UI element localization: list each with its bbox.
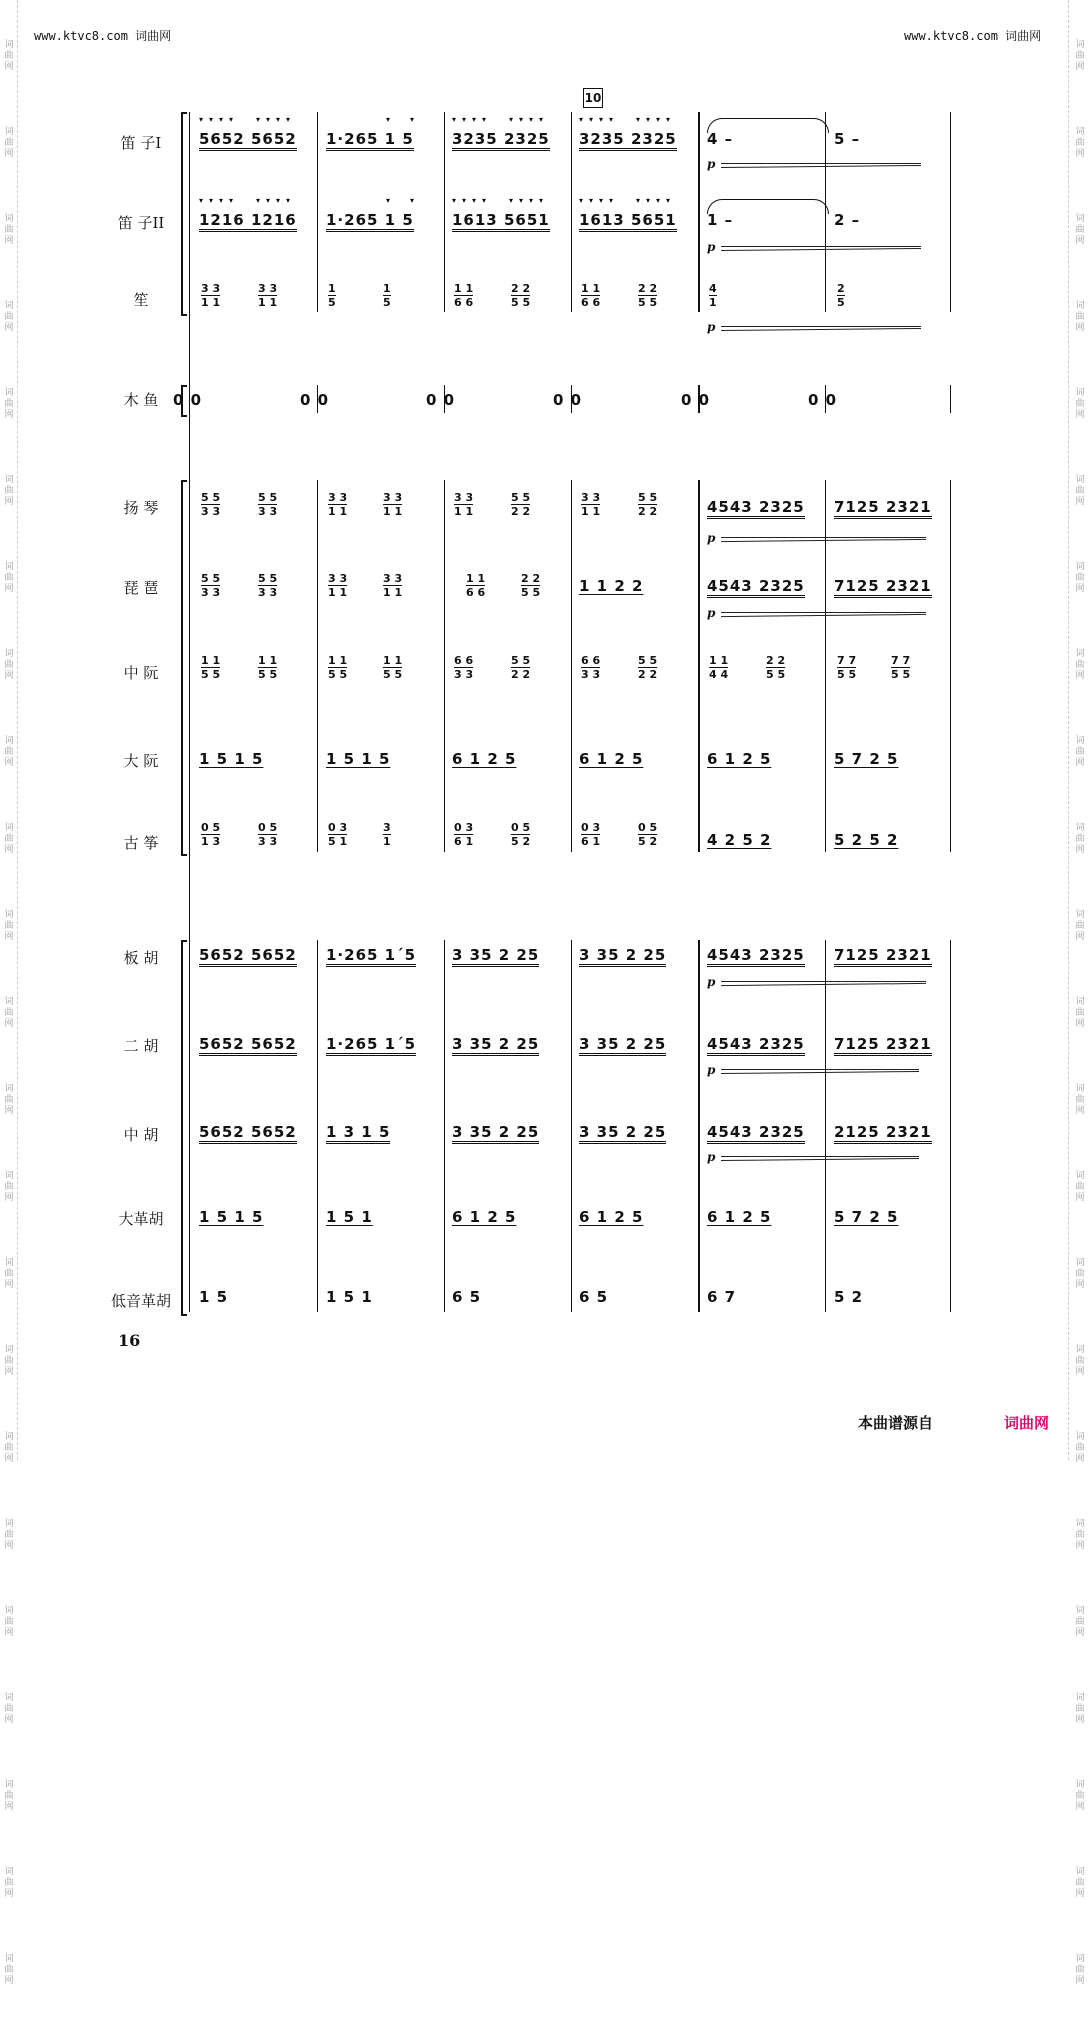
diyin-measure: 6 7 bbox=[707, 1288, 737, 1306]
dagehu-measure: 1 5 1 5 bbox=[199, 1208, 264, 1226]
guzheng-chord: 0 3 6 1 bbox=[454, 821, 474, 848]
zhongruan-chord: 1 1 5 5 bbox=[383, 654, 403, 681]
banhu-measure: 7125 2321 bbox=[834, 946, 932, 967]
diyin-measure: 1 5 1 bbox=[326, 1288, 373, 1306]
dagehu-measure: 6 1 2 5 bbox=[452, 1208, 517, 1226]
barline bbox=[444, 940, 445, 1312]
zhongruan-chord: 6 6 3 3 bbox=[581, 654, 601, 681]
dagehu-measure: 6 1 2 5 bbox=[579, 1208, 644, 1226]
footer-source: 本曲谱源自 bbox=[858, 1414, 934, 1432]
barline bbox=[571, 480, 572, 852]
accent-mark: ▾ bbox=[410, 115, 421, 124]
hairpin-line bbox=[721, 328, 921, 331]
header-left[interactable]: www.ktvc8.com 词曲网 bbox=[34, 29, 172, 43]
accent-mark: ▾▾▾▾ bbox=[636, 115, 677, 124]
erhu-measure: 1·265 1´5 bbox=[326, 1035, 416, 1056]
zhongruan-chord: 7 7 5 5 bbox=[837, 654, 857, 681]
instrument-name-muyu: 木 鱼 bbox=[123, 391, 159, 409]
instrument-name-zhonghu: 中 胡 bbox=[123, 1126, 159, 1144]
accent-mark: ▾ bbox=[386, 196, 397, 205]
barline bbox=[698, 480, 700, 852]
instrument-name-sheng: 笙 bbox=[133, 291, 149, 309]
dynamic-mark: p bbox=[707, 240, 716, 254]
sheng-chord: 3 3 1 1 bbox=[201, 282, 221, 309]
barline bbox=[317, 480, 318, 852]
accent-mark: ▾▾▾▾ bbox=[509, 196, 550, 205]
pipa-chord: 3 3 1 1 bbox=[383, 572, 403, 599]
dizi1-measure: 3235 2325 bbox=[452, 130, 550, 151]
sheng-chord: 2 2 5 5 bbox=[511, 282, 531, 309]
dizi1-measure: 5652 5652 bbox=[199, 130, 297, 151]
muyu-measure: 0 0 bbox=[681, 391, 711, 409]
barline bbox=[825, 480, 826, 852]
pipa-chord: 5 5 3 3 bbox=[201, 572, 221, 599]
bracket-winds bbox=[181, 112, 187, 316]
daruan-measure: 6 1 2 5 bbox=[707, 750, 772, 768]
zhongruan-chord: 2 2 5 5 bbox=[766, 654, 786, 681]
barline bbox=[317, 112, 318, 312]
pipa-measure: 4543 2325 bbox=[707, 577, 805, 598]
erhu-measure: 3 35 2 25 bbox=[452, 1035, 539, 1056]
guzheng-chord: 0 3 5 1 bbox=[328, 821, 348, 848]
bracket-bowed bbox=[181, 940, 187, 1316]
dizi2-measure: 1 – bbox=[707, 211, 734, 229]
yangqin-chord: 3 3 1 1 bbox=[328, 491, 348, 518]
yangqin-chord: 5 5 3 3 bbox=[258, 491, 278, 518]
barline bbox=[950, 480, 951, 852]
guzheng-measure: 5 2 5 2 bbox=[834, 831, 899, 849]
hairpin-line bbox=[721, 1156, 919, 1157]
guzheng-chord: 0 3 6 1 bbox=[581, 821, 601, 848]
barline bbox=[950, 940, 951, 1312]
hairpin-line bbox=[721, 165, 921, 168]
sheng-chord: 1 1 6 6 bbox=[581, 282, 601, 309]
dizi1-measure: 3235 2325 bbox=[579, 130, 677, 151]
muyu-measure: 0 0 bbox=[553, 391, 583, 409]
barline bbox=[950, 112, 951, 312]
zhonghu-measure: 3 35 2 25 bbox=[452, 1123, 539, 1144]
yangqin-chord: 5 5 2 2 bbox=[638, 491, 658, 518]
dynamic-mark: p bbox=[707, 975, 716, 989]
guzheng-measure: 4 2 5 2 bbox=[707, 831, 772, 849]
left-watermark: 词 曲 网 词 曲 网 词 曲 网 词 曲 网 词 曲 网 词 曲 网 词 曲 网 词 曲 网 词 曲 网 词 曲 网 词 曲 网 词 曲 网 词 曲 网 词 曲 网 词 曲 网 词 曲 网 词 曲 网 词 曲 网 词 曲 网 词 曲 网 词 曲 网 词 曲 网 词 曲 网 bbox=[4, 40, 14, 1986]
zhongruan-chord: 1 1 5 5 bbox=[201, 654, 221, 681]
yangqin-chord: 3 3 1 1 bbox=[383, 491, 403, 518]
daruan-measure: 6 1 2 5 bbox=[579, 750, 644, 768]
accent-mark: ▾ bbox=[386, 115, 397, 124]
dizi1-measure: 4 – bbox=[707, 130, 734, 148]
barline bbox=[571, 112, 572, 312]
muyu-measure: 0 0 bbox=[808, 391, 838, 409]
instrument-name-daruan: 大 阮 bbox=[123, 752, 159, 770]
dynamic-mark: p bbox=[707, 606, 716, 620]
rehearsal-mark: 10 bbox=[583, 88, 603, 108]
accent-mark: ▾▾▾▾ bbox=[256, 115, 297, 124]
accent-mark: ▾▾▾▾ bbox=[452, 196, 493, 205]
muyu-measure: 0 0 bbox=[300, 391, 330, 409]
muyu-measure: 0 0 bbox=[173, 391, 203, 409]
barline bbox=[950, 385, 951, 413]
hairpin-line bbox=[721, 983, 926, 986]
erhu-measure: 7125 2321 bbox=[834, 1035, 932, 1056]
instrument-name-erhu: 二 胡 bbox=[123, 1037, 159, 1055]
guzheng-chord: 0 5 5 2 bbox=[638, 821, 658, 848]
muyu-measure: 0 0 bbox=[426, 391, 456, 409]
sheng-chord: 1 5 bbox=[383, 282, 391, 309]
pipa-chord: 2 2 5 5 bbox=[521, 572, 541, 599]
hairpin-line bbox=[721, 163, 921, 164]
instrument-name-dagehu: 大革胡 bbox=[118, 1210, 164, 1228]
pipa-chord: 3 3 1 1 bbox=[328, 572, 348, 599]
dizi1-measure: 1·265 1 5 bbox=[326, 130, 414, 151]
pipa-measure: 7125 2321 bbox=[834, 577, 932, 598]
yangqin-chord: 3 3 1 1 bbox=[581, 491, 601, 518]
hairpin-line bbox=[721, 981, 926, 982]
hairpin-line bbox=[721, 248, 921, 251]
barline bbox=[444, 480, 445, 852]
sheng-chord: 3 3 1 1 bbox=[258, 282, 278, 309]
zhongruan-chord: 1 1 5 5 bbox=[328, 654, 348, 681]
hairpin-line bbox=[721, 1069, 919, 1070]
erhu-measure: 3 35 2 25 bbox=[579, 1035, 666, 1056]
dizi2-measure: 1216 1216 bbox=[199, 211, 297, 232]
bracket-plucked bbox=[181, 480, 187, 856]
hairpin-line bbox=[721, 537, 926, 538]
erhu-measure: 4543 2325 bbox=[707, 1035, 805, 1056]
hairpin-line bbox=[721, 326, 921, 327]
accent-mark: ▾▾▾▾ bbox=[199, 196, 240, 205]
dizi2-measure: 1613 5651 bbox=[452, 211, 550, 232]
dagehu-measure: 6 1 2 5 bbox=[707, 1208, 772, 1226]
zhonghu-measure: 1 3 1 5 bbox=[326, 1123, 390, 1144]
instrument-name-yangqin: 扬 琴 bbox=[123, 499, 159, 517]
instrument-name-banhu: 板 胡 bbox=[123, 949, 159, 967]
dynamic-mark: p bbox=[707, 1150, 716, 1164]
dynamic-mark: p bbox=[707, 157, 716, 171]
banhu-measure: 1·265 1´5 bbox=[326, 946, 416, 967]
zhongruan-chord: 1 1 5 5 bbox=[258, 654, 278, 681]
zhonghu-measure: 2125 2321 bbox=[834, 1123, 932, 1144]
yangqin-chord: 5 5 3 3 bbox=[201, 491, 221, 518]
barline bbox=[825, 940, 826, 1312]
guzheng-chord: 3 1 bbox=[383, 821, 391, 848]
daruan-measure: 5 7 2 5 bbox=[834, 750, 899, 768]
header-right[interactable]: www.ktvc8.com 词曲网 bbox=[904, 29, 1042, 43]
guzheng-chord: 0 5 5 2 bbox=[511, 821, 531, 848]
zhonghu-measure: 4543 2325 bbox=[707, 1123, 805, 1144]
hairpin-line bbox=[721, 539, 926, 542]
sheng-chord: 4 1 bbox=[709, 282, 717, 309]
dizi1-measure: 5 – bbox=[834, 130, 861, 148]
yangqin-measure: 7125 2321 bbox=[834, 498, 932, 519]
slur bbox=[707, 118, 829, 133]
daruan-measure: 1 5 1 5 bbox=[199, 750, 264, 768]
accent-mark: ▾ bbox=[410, 196, 421, 205]
sheng-chord: 1 5 bbox=[328, 282, 336, 309]
hairpin-line bbox=[721, 246, 921, 247]
instrument-name-diyin: 低音革胡 bbox=[110, 1292, 171, 1310]
accent-mark: ▾▾▾▾ bbox=[452, 115, 493, 124]
banhu-measure: 3 35 2 25 bbox=[452, 946, 539, 967]
page-number: 16 bbox=[118, 1331, 141, 1350]
zhonghu-measure: 5652 5652 bbox=[199, 1123, 297, 1144]
system-line bbox=[189, 112, 190, 1312]
accent-mark: ▾▾▾▾ bbox=[509, 115, 550, 124]
accent-mark: ▾▾▾▾ bbox=[579, 196, 620, 205]
banhu-measure: 4543 2325 bbox=[707, 946, 805, 967]
left-margin-line bbox=[17, 0, 18, 1460]
banhu-measure: 3 35 2 25 bbox=[579, 946, 666, 967]
hairpin-line bbox=[721, 614, 926, 617]
hairpin-line bbox=[721, 1158, 919, 1161]
zhongruan-chord: 7 7 5 5 bbox=[891, 654, 911, 681]
zhongruan-chord: 6 6 3 3 bbox=[454, 654, 474, 681]
dagehu-measure: 5 7 2 5 bbox=[834, 1208, 899, 1226]
erhu-measure: 5652 5652 bbox=[199, 1035, 297, 1056]
diyin-measure: 6 5 bbox=[579, 1288, 609, 1306]
sheng-chord: 1 1 6 6 bbox=[454, 282, 474, 309]
yangqin-chord: 5 5 2 2 bbox=[511, 491, 531, 518]
barline bbox=[698, 940, 700, 1312]
daruan-measure: 1 5 1 5 bbox=[326, 750, 391, 768]
pipa-measure: 1 1 2 2 bbox=[579, 577, 644, 595]
dynamic-mark: p bbox=[707, 320, 716, 334]
guzheng-chord: 0 5 3 3 bbox=[258, 821, 278, 848]
sheng-chord: 2 2 5 5 bbox=[638, 282, 658, 309]
right-watermark: 词 曲 网 词 曲 网 词 曲 网 词 曲 网 词 曲 网 词 曲 网 词 曲 网 词 曲 网 词 曲 网 词 曲 网 词 曲 网 词 曲 网 词 曲 网 词 曲 网 词 曲 网 词 曲 网 词 曲 网 词 曲 网 词 曲 网 词 曲 网 词 曲 网 词 曲 网 词 曲 网 bbox=[1075, 40, 1085, 1986]
dynamic-mark: p bbox=[707, 531, 716, 545]
banhu-measure: 5652 5652 bbox=[199, 946, 297, 967]
instrument-name-pipa: 琵 琶 bbox=[123, 579, 159, 597]
zhongruan-chord: 5 5 2 2 bbox=[638, 654, 658, 681]
dynamic-mark: p bbox=[707, 1063, 716, 1077]
footer-brand[interactable]: 词曲网 bbox=[1004, 1414, 1050, 1432]
barline bbox=[698, 112, 700, 312]
instrument-name-guzheng: 古 筝 bbox=[123, 834, 159, 852]
accent-mark: ▾▾▾▾ bbox=[199, 115, 240, 124]
slur bbox=[707, 199, 829, 214]
pipa-chord: 1 1 6 6 bbox=[466, 572, 486, 599]
accent-mark: ▾▾▾▾ bbox=[256, 196, 297, 205]
hairpin-line bbox=[721, 1071, 919, 1074]
accent-mark: ▾▾▾▾ bbox=[636, 196, 677, 205]
diyin-measure: 5 2 bbox=[834, 1288, 864, 1306]
hairpin-line bbox=[721, 612, 926, 613]
dizi2-measure: 2 – bbox=[834, 211, 861, 229]
zhongruan-chord: 1 1 4 4 bbox=[709, 654, 729, 681]
sheng-chord: 2 5 bbox=[837, 282, 845, 309]
yangqin-chord: 3 3 1 1 bbox=[454, 491, 474, 518]
dizi2-measure: 1·265 1 5 bbox=[326, 211, 414, 232]
dizi2-measure: 1613 5651 bbox=[579, 211, 677, 232]
barline bbox=[444, 112, 445, 312]
pipa-chord: 5 5 3 3 bbox=[258, 572, 278, 599]
dagehu-measure: 1 5 1 bbox=[326, 1208, 373, 1226]
instrument-name-dizi2: 笛 子II bbox=[117, 214, 165, 232]
zhonghu-measure: 3 35 2 25 bbox=[579, 1123, 666, 1144]
diyin-measure: 6 5 bbox=[452, 1288, 482, 1306]
zhongruan-chord: 5 5 2 2 bbox=[511, 654, 531, 681]
barline bbox=[317, 940, 318, 1312]
diyin-measure: 1 5 bbox=[199, 1288, 229, 1306]
daruan-measure: 6 1 2 5 bbox=[452, 750, 517, 768]
right-margin-line bbox=[1068, 0, 1069, 1460]
accent-mark: ▾▾▾▾ bbox=[579, 115, 620, 124]
instrument-name-zhongruan: 中 阮 bbox=[123, 664, 159, 682]
yangqin-measure: 4543 2325 bbox=[707, 498, 805, 519]
barline bbox=[571, 940, 572, 1312]
instrument-name-dizi1: 笛 子I bbox=[120, 134, 162, 152]
guzheng-chord: 0 5 1 3 bbox=[201, 821, 221, 848]
